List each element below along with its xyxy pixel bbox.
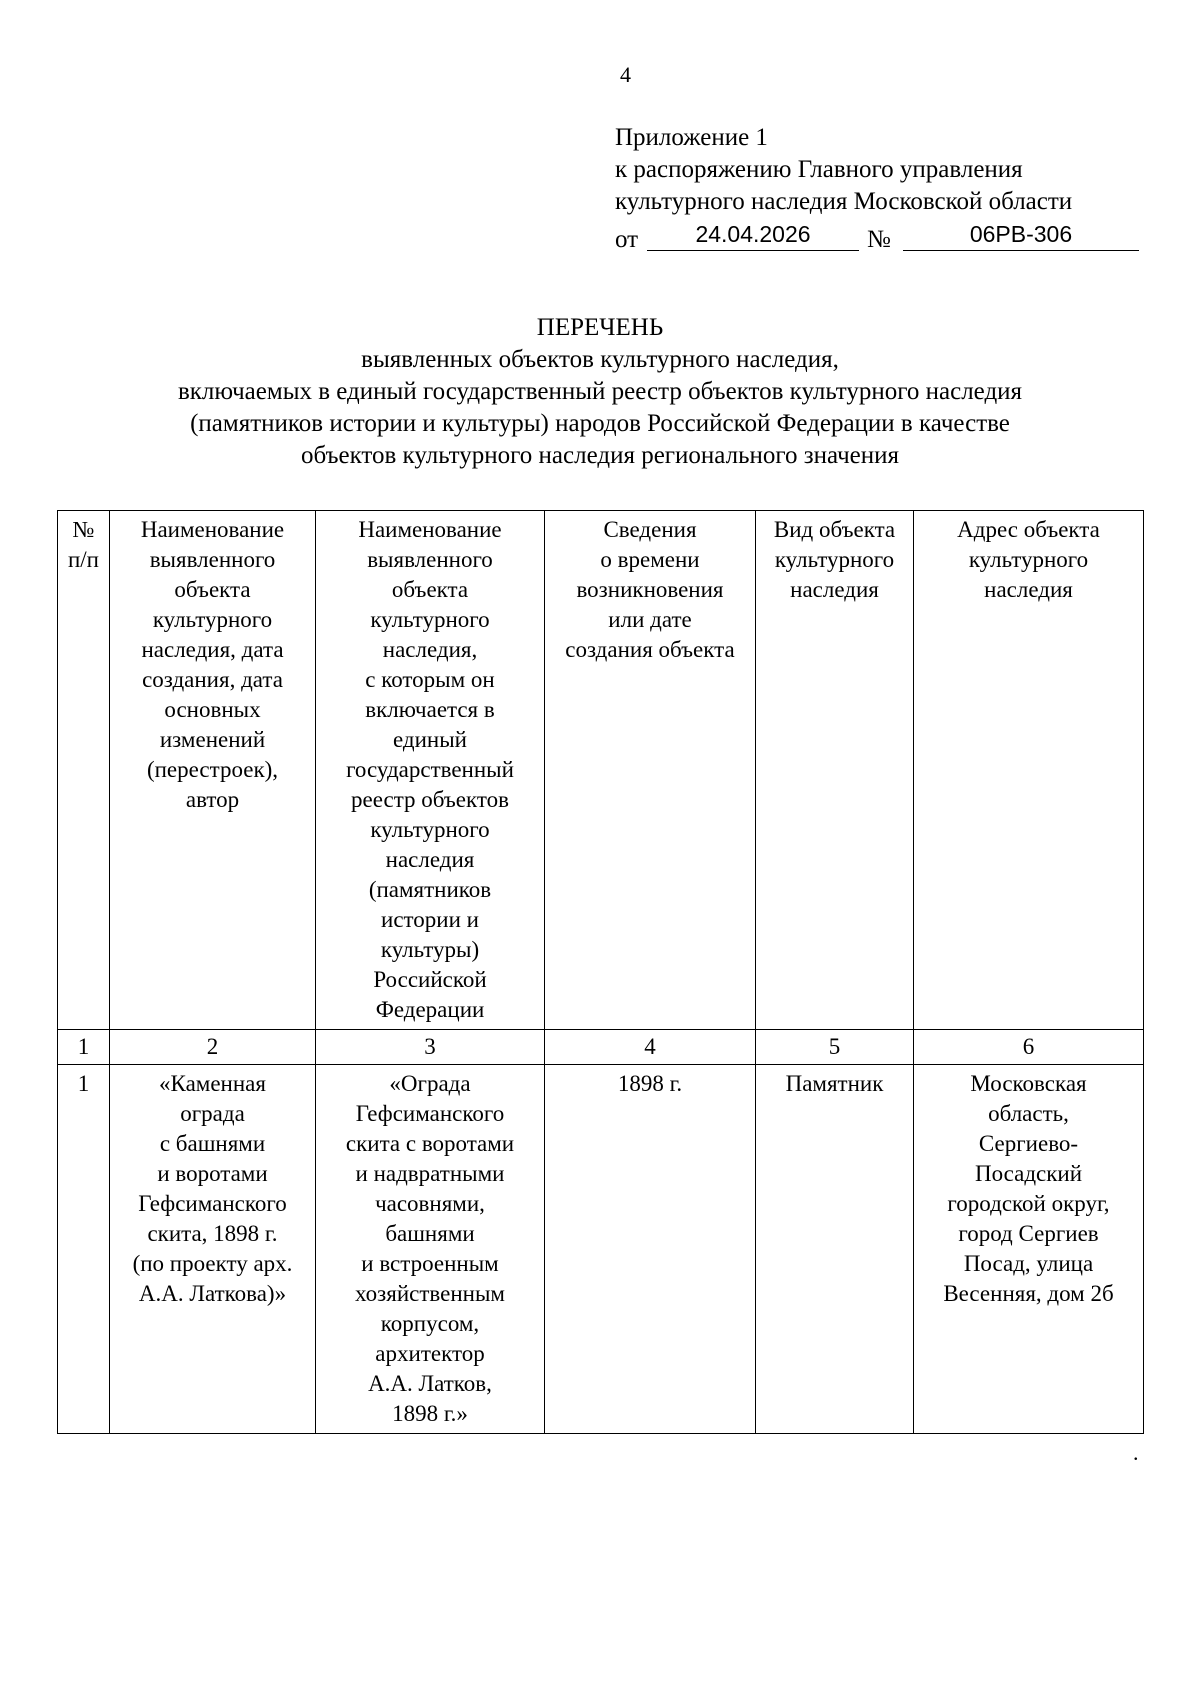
cell-text-line: Гефсиманского <box>138 1191 287 1216</box>
cell-text-line: А.А. Латкова)» <box>138 1281 287 1306</box>
header-object-type <box>756 511 914 1030</box>
page-number: 4 <box>620 62 631 87</box>
header-text-line: культурного <box>152 607 273 632</box>
header-text-line: наследия <box>790 577 879 602</box>
header-address <box>914 511 1144 1030</box>
header-text-line: возникновения <box>576 577 724 602</box>
header-creation-date <box>545 511 756 1030</box>
header-text-line: создания объекта <box>565 637 735 662</box>
header-text-line: о времени <box>600 547 700 572</box>
cell-text-line: город Сергиев <box>958 1221 1099 1246</box>
header-text-line: Наименование <box>358 517 502 542</box>
cell-text-line: Посад, улица <box>963 1251 1094 1276</box>
column-number-cell: 2 <box>110 1030 316 1065</box>
header-text-line: или дате <box>608 607 692 632</box>
header-text-line: культурного <box>370 817 490 842</box>
cell-text-line: корпусом, <box>380 1311 480 1336</box>
header-text-line: культуры) <box>380 937 480 962</box>
column-number-cell: 5 <box>756 1030 914 1065</box>
cell-registry-name <box>316 1065 545 1434</box>
cell-text-line: архитектор <box>375 1341 485 1366</box>
appendix-date-row <box>615 218 1135 254</box>
title-heading: ПЕРЕЧЕНЬ <box>536 314 664 341</box>
header-text-line: наследия <box>984 577 1073 602</box>
header-text-line: культурного <box>968 547 1089 572</box>
cell-text-line: и воротами <box>157 1161 268 1186</box>
cell-text-line: (по проекту арх. <box>132 1251 293 1276</box>
cell-text-line: «Ограда <box>389 1071 471 1096</box>
cell-object-type <box>756 1065 914 1434</box>
header-text-line: Сведения <box>603 517 697 542</box>
document-date: 24.04.2026 <box>647 218 859 251</box>
cell-text-line: 1 <box>77 1071 90 1096</box>
cell-text-line: «Каменная <box>159 1071 266 1096</box>
cell-creation-date <box>545 1065 756 1434</box>
title-line: включаемых в единый государственный реестр объектов культурного наследия <box>177 378 1023 405</box>
header-registry-name <box>316 511 545 1030</box>
header-text-line: наследия <box>385 847 475 872</box>
header-text-line: выявленного <box>149 547 276 572</box>
header-text-line: Федерации <box>375 997 485 1022</box>
header-text-line: п/п <box>67 547 99 572</box>
table-header-row <box>58 511 1144 1030</box>
column-number-cell: 3 <box>316 1030 545 1065</box>
header-text-line: с которым он <box>365 667 495 692</box>
header-text-line: наследия, дата <box>141 637 284 662</box>
cell-text-line: Посадский <box>974 1161 1083 1186</box>
document-title <box>60 312 1140 472</box>
title-line: объектов культурного наследия регионального значения <box>300 442 900 469</box>
cell-text-line: область, <box>988 1101 1069 1126</box>
cell-number <box>58 1065 110 1434</box>
header-text-line: Вид объекта <box>773 517 896 542</box>
header-text-line: № <box>72 517 95 542</box>
column-number-cell: 6 <box>914 1030 1144 1065</box>
header-text-line: автор <box>185 787 240 812</box>
header-text-line: создания, дата <box>142 667 283 692</box>
header-text-line: Российской <box>373 967 487 992</box>
cell-text-line: Сергиево- <box>978 1131 1079 1156</box>
header-text-line: наследия, <box>382 637 478 662</box>
column-number-cell: 1 <box>58 1030 110 1065</box>
trailing-mark: . <box>1133 1440 1139 1465</box>
header-text-line: основных <box>164 697 261 722</box>
title-line: выявленных объектов культурного наследия, <box>361 346 839 373</box>
header-text-line: культурного <box>774 547 895 572</box>
cell-text-line: Памятник <box>785 1071 884 1096</box>
cell-text-line: А.А. Латков, <box>368 1371 492 1396</box>
header-text-line: единый <box>393 727 467 752</box>
column-number-cell: 4 <box>545 1030 756 1065</box>
cell-text-line: 1898 г. <box>617 1071 683 1096</box>
cell-text-line: с башнями <box>159 1131 266 1156</box>
column-number-row <box>58 1030 1144 1065</box>
cell-text-line: Весенняя, дом 2б <box>943 1281 1114 1306</box>
cell-text-line: скита, 1898 г. <box>147 1221 278 1246</box>
appendix-line: культурного наследия Московской области <box>615 188 1073 215</box>
header-text-line: Адрес объекта <box>957 517 1100 542</box>
header-text-line: изменений <box>159 727 266 752</box>
cell-text-line: башнями <box>385 1221 475 1246</box>
header-text-line: истории и <box>381 907 479 932</box>
cell-text-line: часовнями, <box>375 1191 485 1216</box>
cell-text-line: городской округ, <box>947 1191 1110 1216</box>
cell-text-line: ограда <box>180 1101 245 1126</box>
appendix-block <box>615 122 1135 254</box>
cell-text-line: и встроенным <box>361 1251 499 1276</box>
header-text-line: выявленного <box>367 547 493 572</box>
header-text-line: объекта <box>174 577 251 602</box>
header-text-line: Наименование <box>140 517 285 542</box>
header-text-line: государственный <box>346 757 514 782</box>
date-prefix: от <box>615 226 639 253</box>
table-row <box>58 1065 1144 1434</box>
header-text-line: (памятников <box>368 877 492 902</box>
header-text-line: (перестроек), <box>146 757 279 782</box>
document-number: 06РВ-306 <box>903 218 1139 251</box>
heritage-objects-table <box>57 510 1144 1434</box>
header-text-line: реестр объектов <box>351 787 509 812</box>
cell-text-line: Гефсиманского <box>355 1101 505 1126</box>
cell-address <box>914 1065 1144 1434</box>
header-text-line: включается в <box>365 697 495 722</box>
number-prefix: № <box>867 226 891 253</box>
appendix-line: Приложение 1 <box>615 124 768 151</box>
header-object-name <box>110 511 316 1030</box>
cell-text-line: и надвратными <box>355 1161 505 1186</box>
header-text-line: объекта <box>391 577 469 602</box>
title-line: (памятников истории и культуры) народов Российской Федерации в качестве <box>190 410 1010 437</box>
appendix-line: к распоряжению Главного управления <box>615 156 1023 183</box>
cell-text-line: 1898 г.» <box>392 1401 468 1426</box>
cell-text-line: Московская <box>970 1071 1087 1096</box>
cell-text-line: хозяйственным <box>355 1281 505 1306</box>
cell-object-name <box>110 1065 316 1434</box>
header-text-line: культурного <box>370 607 490 632</box>
header-number <box>58 511 110 1030</box>
cell-text-line: скита с воротами <box>345 1131 515 1156</box>
